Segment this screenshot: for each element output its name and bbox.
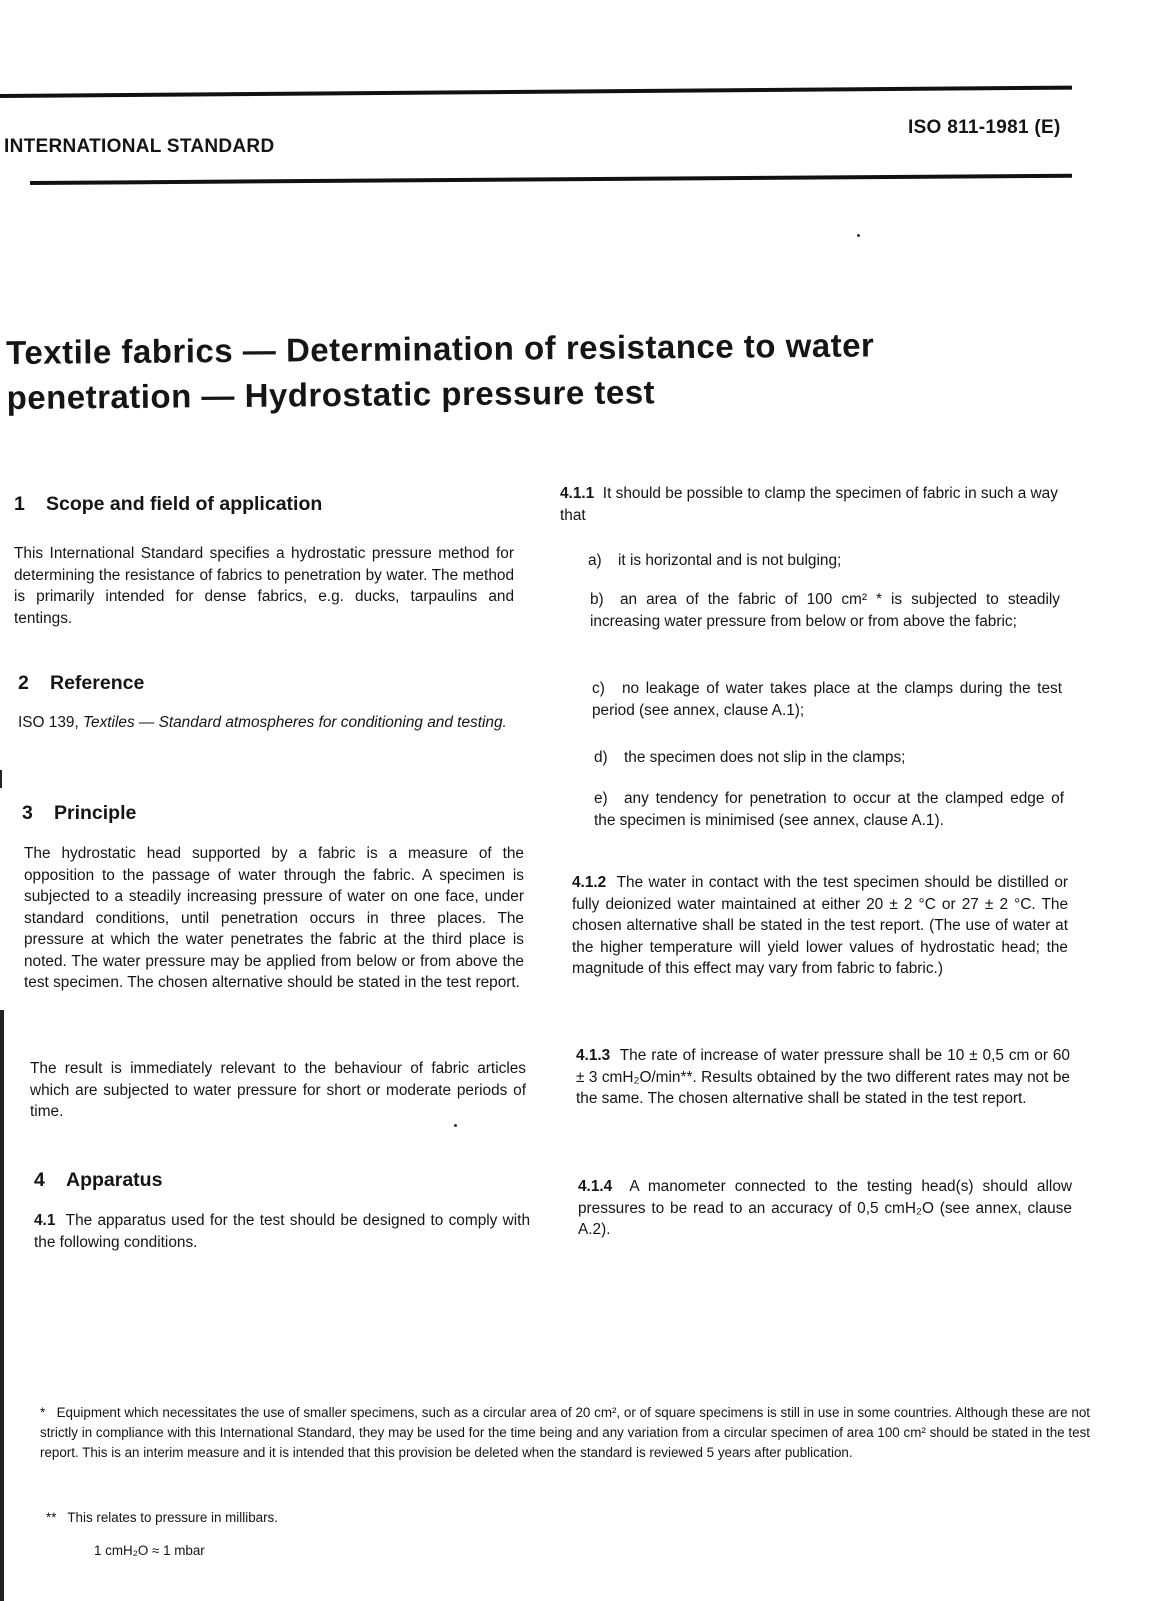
footnote-text: This relates to pressure in millibars. (67, 1510, 278, 1525)
clause-number: 4.1.2 (572, 874, 607, 891)
clause-text: The apparatus used for the test should be designed to comply with the following conditions. (34, 1212, 530, 1251)
list-item-d (594, 747, 1064, 769)
list-item-label: d) (594, 749, 608, 766)
scan-binding-edge (0, 1010, 4, 1601)
footnote-marker: ** (46, 1510, 57, 1525)
section-4-heading (34, 1169, 162, 1192)
title-line-1: Textile fabrics — Determination of resistance to water (6, 326, 875, 371)
section-title: Scope and field of application (46, 493, 323, 515)
section-number: 4 (34, 1169, 45, 1191)
clause-4-1 (34, 1210, 530, 1253)
section-number: 2 (18, 672, 29, 694)
clause-text: It should be possible to clamp the specimen of fabric in such a way that (560, 485, 1058, 524)
clause-number: 4.1.4 (578, 1178, 613, 1195)
header-top-rule (0, 86, 1072, 98)
reference-code: ISO 139, (18, 714, 79, 731)
section-3-heading (22, 802, 136, 825)
document-type: INTERNATIONAL STANDARD (4, 136, 275, 157)
scan-mark (0, 770, 2, 788)
clause-4-1-4 (578, 1176, 1072, 1241)
list-item-text: an area of the fabric of 100 cm² * is subjected to steadily increasing water pressure from below or from above the fabric; (590, 591, 1060, 630)
footnote-marker: * (40, 1405, 46, 1420)
document-number: ISO 811-1981 (E) (908, 117, 1061, 138)
section-1-heading (14, 493, 322, 516)
clause-number: 4.1.3 (576, 1047, 611, 1064)
clause-4-1-3 (576, 1045, 1070, 1110)
list-item-label: b) (590, 591, 604, 608)
list-item-text: no leakage of water takes place at the clamps during the test period (see annex, clause A.1); (592, 680, 1062, 719)
clause-text: A manometer connected to the testing head(s) should allow pressures to be read to an accuracy of 0,5 cmH₂O (see annex, clause A.2). (578, 1178, 1072, 1238)
section-number: 3 (22, 802, 33, 824)
clause-4-1-2 (572, 872, 1068, 980)
footnote-1 (40, 1403, 1090, 1463)
list-item-label: a) (588, 552, 602, 569)
reference-title: Textiles — Standard atmospheres for conditioning and testing. (83, 714, 507, 731)
scan-speck (454, 1124, 457, 1127)
title-line-2: penetration — Hydrostatic pressure test (6, 373, 656, 416)
list-item-e (594, 788, 1064, 832)
section-3-paragraph-2: The result is immediately relevant to the behaviour of fabric articles which are subjected to water pressure for short or moderate periods of time. (30, 1060, 526, 1120)
section-1-body: This International Standard specifies a hydrostatic pressure method for determining the resistance of fabrics to penetration by water. The method is primarily intended for dense fabrics, e.g. ducks, tarpaulins and tentings. (14, 545, 514, 627)
footnote-text: Equipment which necessitates the use of smaller specimens, such as a circular area of 20 cm², or of square specimens is still in use in some countries. Although these are not strictly in compliance with this International Standard, they may be used for the time being and any variation from a circular specimen of area 100 cm² should be stated in the test report. This is an interim measure and it is intended that this provision be deleted when the standard is reviewed 5 years after publication. (40, 1405, 1090, 1460)
section-title: Reference (50, 672, 145, 694)
list-item-c (592, 678, 1062, 722)
clause-text: The rate of increase of water pressure shall be 10 ± 0,5 cm or 60 ± 3 cmH₂O/min**. Results obtained by the two different rates may not be the same. The chosen alternative shall be stated in the test report. (576, 1047, 1070, 1107)
clause-4-1-1 (560, 483, 1060, 526)
section-number: 1 (14, 493, 25, 515)
document-title (6, 320, 1107, 420)
list-item-label: c) (592, 680, 605, 697)
scan-speck (857, 234, 860, 237)
clause-number: 4.1 (34, 1212, 56, 1229)
list-item-text: the specimen does not slip in the clamps; (624, 749, 906, 766)
section-2-heading (18, 672, 144, 695)
header-bottom-rule (30, 174, 1072, 185)
list-item-text: any tendency for penetration to occur at the clamped edge of the specimen is minimised (see annex, clause A.1). (594, 790, 1064, 829)
list-item-text: it is horizontal and is not bulging; (618, 552, 842, 569)
section-2-reference (18, 712, 518, 734)
section-title: Principle (54, 802, 137, 824)
section-title: Apparatus (66, 1169, 163, 1191)
footnote-2-equation: 1 cmH₂O ≈ 1 mbar (94, 1543, 205, 1558)
footnote-2 (46, 1508, 646, 1528)
list-item-label: e) (594, 790, 608, 807)
list-item-b (590, 589, 1060, 633)
section-3-paragraph-1: The hydrostatic head supported by a fabric is a measure of the opposition to the passage of water through the fabric. A specimen is subjected to a steadily increasing pressure of water on one face, under standard conditions, until penetration occurs in three places. The pressure at which the water penetrates the fabric at the third place is noted. The water pressure may be applied from below or from above the test specimen. The chosen alternative should be stated in the test report. (24, 845, 524, 991)
clause-number: 4.1.1 (560, 485, 595, 502)
clause-text: The water in contact with the test specimen should be distilled or fully deionized water maintained at either 20 ± 2 °C or 27 ± 2 °C. The chosen alternative shall be stated in the test report. (The use of water at the higher temperature will yield lower values of hydrostatic head; the magnitude of this effect may vary from fabric to fabric.) (572, 874, 1069, 977)
list-item-a (588, 550, 1058, 572)
